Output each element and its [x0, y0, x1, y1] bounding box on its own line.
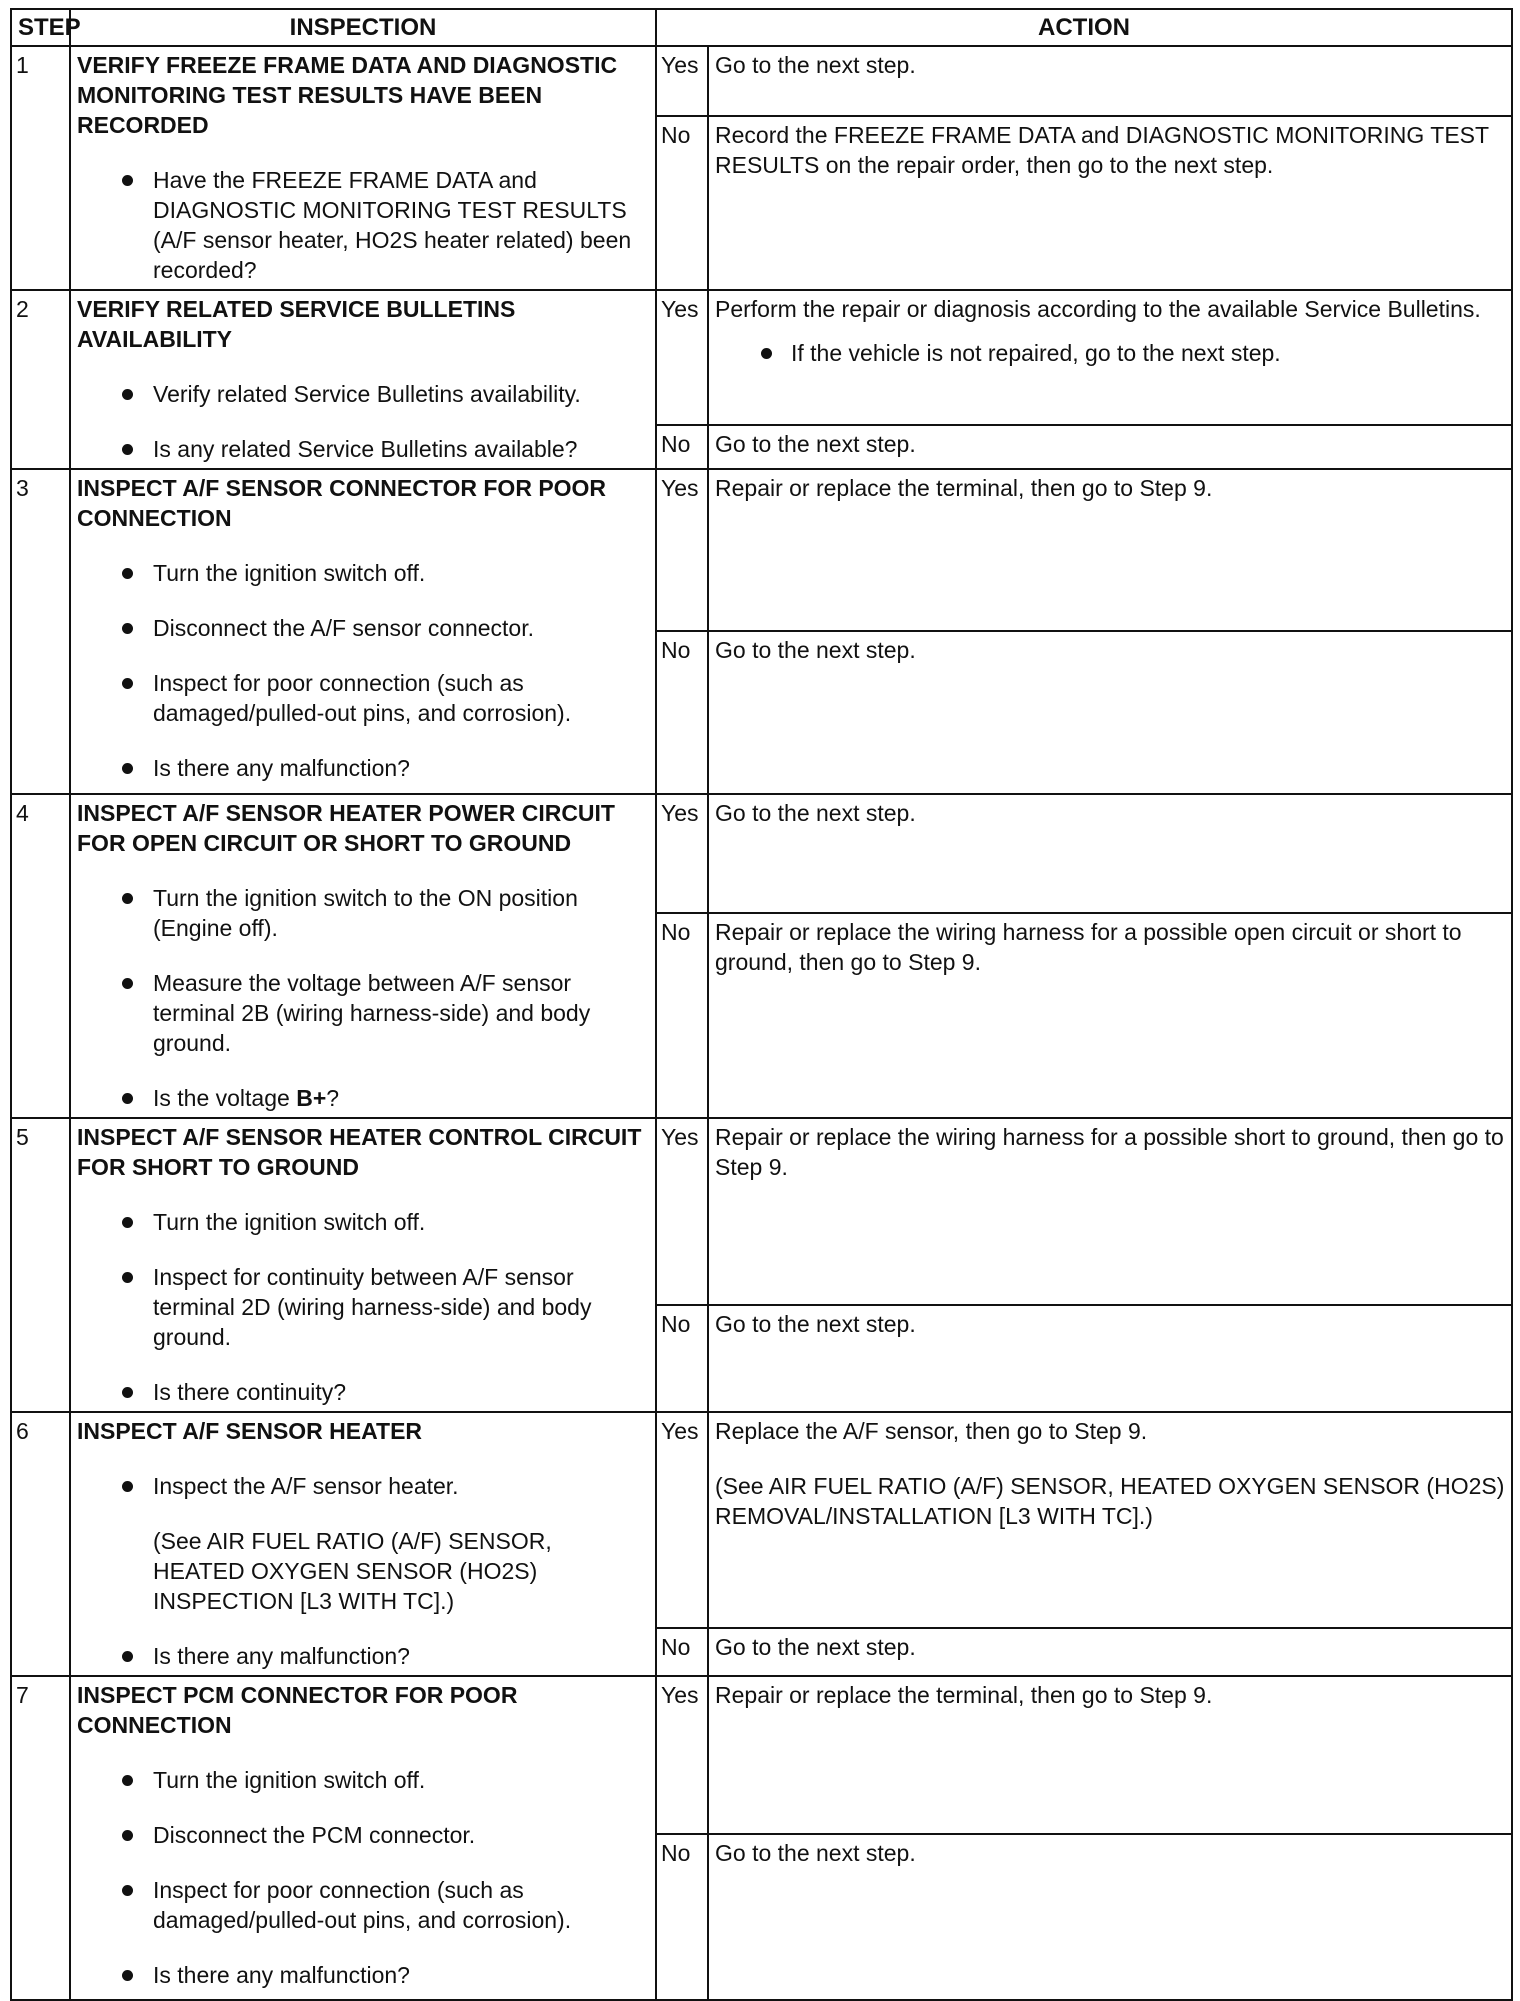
step-number: 4 — [11, 794, 70, 1118]
action-subbullet: If the vehicle is not repaired, go to the next step. — [715, 338, 1505, 368]
diagnostic-procedure-table — [10, 8, 1513, 2001]
yes-action: Repair or replace the wiring harness for a possible short to ground, then go to Step 9. — [708, 1118, 1512, 1305]
inspection-title: INSPECT A/F SENSOR CONNECTOR FOR POOR CONNECTION — [77, 475, 607, 531]
inspection-cell — [70, 1412, 656, 1676]
yes-label: Yes — [656, 1676, 708, 1834]
bullet-item: Is there any malfunction? — [77, 1641, 649, 1671]
inspection-bullets — [77, 1471, 649, 1501]
bullet-item: Measure the voltage between A/F sensor terminal 2B (wiring harness-side) and body ground. — [77, 968, 649, 1058]
bullet-item: Disconnect the PCM connector. — [77, 1820, 649, 1850]
no-action: Go to the next step. — [708, 1628, 1512, 1676]
bullet-item: Inspect for continuity between A/F sensor terminal 2D (wiring harness-side) and body ground. — [77, 1262, 649, 1352]
inspection-cell — [70, 1118, 656, 1412]
no-action: Go to the next step. — [708, 425, 1512, 469]
yes-action: Go to the next step. — [708, 46, 1512, 116]
yes-action: Replace the A/F sensor, then go to Step 9. — [715, 1418, 1148, 1444]
yes-action-cell — [708, 1412, 1512, 1628]
yes-action: Repair or replace the terminal, then go to Step 9. — [708, 1676, 1512, 1834]
step-number: 5 — [11, 1118, 70, 1412]
bullet-item: Turn the ignition switch off. — [77, 1207, 649, 1237]
no-action: Repair or replace the wiring harness for a possible open circuit or short to ground, then go to Step 9. — [708, 913, 1512, 1118]
bullet-item: Is there any malfunction? — [77, 1960, 649, 1990]
inspection-bullets — [77, 165, 649, 285]
inspection-bullets — [77, 1641, 649, 1671]
inspection-title: INSPECT PCM CONNECTOR FOR POOR CONNECTION — [77, 1682, 518, 1738]
no-label: No — [656, 1834, 708, 2000]
table-row — [11, 794, 1512, 913]
action-subbullets — [715, 338, 1505, 368]
step-number: 3 — [11, 469, 70, 794]
step-number: 7 — [11, 1676, 70, 2000]
yes-action-cell — [708, 290, 1512, 425]
yes-label: Yes — [656, 1118, 708, 1305]
inspection-bullets — [77, 1765, 649, 1990]
yes-action: Go to the next step. — [708, 794, 1512, 913]
bullet-text: Is the voltage — [153, 1085, 297, 1111]
bullet-text-suffix: ? — [326, 1085, 340, 1111]
header-inspection: INSPECTION — [70, 9, 656, 46]
no-action: Go to the next step. — [708, 631, 1512, 794]
table-row — [11, 1676, 1512, 1834]
bullet-item: Inspect for poor connection (such as damaged/pulled-out pins, and corrosion). — [77, 668, 649, 728]
bullet-item: Is there any malfunction? — [77, 753, 649, 783]
bullet-item: Inspect the A/F sensor heater. — [77, 1471, 649, 1501]
bullet-item — [77, 1083, 649, 1113]
bullet-item: Turn the ignition switch off. — [77, 558, 649, 588]
bold-value: B+ — [296, 1085, 327, 1111]
no-action: Record the FREEZE FRAME DATA and DIAGNOSTIC MONITORING TEST RESULTS on the repair order, then go to the next step. — [708, 116, 1512, 290]
bullet-item: Disconnect the A/F sensor connector. — [77, 613, 649, 643]
no-action: Go to the next step. — [708, 1834, 1512, 2000]
bullet-item: Inspect for poor connection (such as damaged/pulled-out pins, and corrosion). — [77, 1875, 649, 1935]
yes-label: Yes — [656, 46, 708, 116]
table-row — [11, 1118, 1512, 1305]
no-action: Go to the next step. — [708, 1305, 1512, 1412]
table-row — [11, 46, 1512, 116]
inspection-bullets — [77, 1207, 649, 1407]
inspection-cell — [70, 469, 656, 794]
table-row — [11, 1412, 1512, 1628]
header-row — [11, 9, 1512, 46]
bullet-item: Have the FREEZE FRAME DATA and DIAGNOSTIC MONITORING TEST RESULTS (A/F sensor heater, HO2S heater related) been recorded? — [77, 165, 649, 285]
bullet-item: Turn the ignition switch to the ON position (Engine off). — [77, 883, 649, 943]
bullet-item: Verify related Service Bulletins availability. — [77, 379, 649, 409]
no-label: No — [656, 1628, 708, 1676]
no-label: No — [656, 631, 708, 794]
yes-action: Repair or replace the terminal, then go to Step 9. — [708, 469, 1512, 631]
yes-label: Yes — [656, 1412, 708, 1628]
inspection-cell — [70, 290, 656, 469]
see-reference-note: (See AIR FUEL RATIO (A/F) SENSOR, HEATED OXYGEN SENSOR (HO2S) INSPECTION [L3 WITH TC].) — [153, 1528, 552, 1614]
inspection-bullets — [77, 883, 649, 1113]
yes-label: Yes — [656, 469, 708, 631]
bullet-item: Turn the ignition switch off. — [77, 1765, 649, 1795]
step-number: 1 — [11, 46, 70, 290]
header-step: STEP — [11, 9, 70, 46]
inspection-cell — [70, 1676, 656, 2000]
table-row — [11, 290, 1512, 425]
yes-label: Yes — [656, 290, 708, 425]
inspection-title: VERIFY RELATED SERVICE BULLETINS AVAILABILITY — [77, 296, 516, 352]
bullet-item: Is any related Service Bulletins available? — [77, 434, 649, 464]
inspection-title: VERIFY FREEZE FRAME DATA AND DIAGNOSTIC MONITORING TEST RESULTS HAVE BEEN RECORDED — [77, 52, 618, 138]
inspection-bullets — [77, 379, 649, 464]
step-number: 2 — [11, 290, 70, 469]
see-reference-note: (See AIR FUEL RATIO (A/F) SENSOR, HEATED OXYGEN SENSOR (HO2S) REMOVAL/INSTALLATION [L3 WITH TC].) — [715, 1473, 1505, 1529]
no-label: No — [656, 425, 708, 469]
yes-label: Yes — [656, 794, 708, 913]
no-label: No — [656, 913, 708, 1118]
yes-action: Perform the repair or diagnosis according to the available Service Bulletins. — [715, 296, 1481, 322]
step-number: 6 — [11, 1412, 70, 1676]
table-row — [11, 469, 1512, 631]
header-action: ACTION — [656, 9, 1512, 46]
no-label: No — [656, 1305, 708, 1412]
inspection-bullets — [77, 558, 649, 783]
no-label: No — [656, 116, 708, 290]
inspection-title: INSPECT A/F SENSOR HEATER POWER CIRCUIT FOR OPEN CIRCUIT OR SHORT TO GROUND — [77, 800, 615, 856]
bullet-item: Is there continuity? — [77, 1377, 649, 1407]
inspection-title: INSPECT A/F SENSOR HEATER CONTROL CIRCUIT FOR SHORT TO GROUND — [77, 1124, 642, 1180]
inspection-title: INSPECT A/F SENSOR HEATER — [77, 1418, 423, 1444]
inspection-cell — [70, 794, 656, 1118]
inspection-cell — [70, 46, 656, 290]
